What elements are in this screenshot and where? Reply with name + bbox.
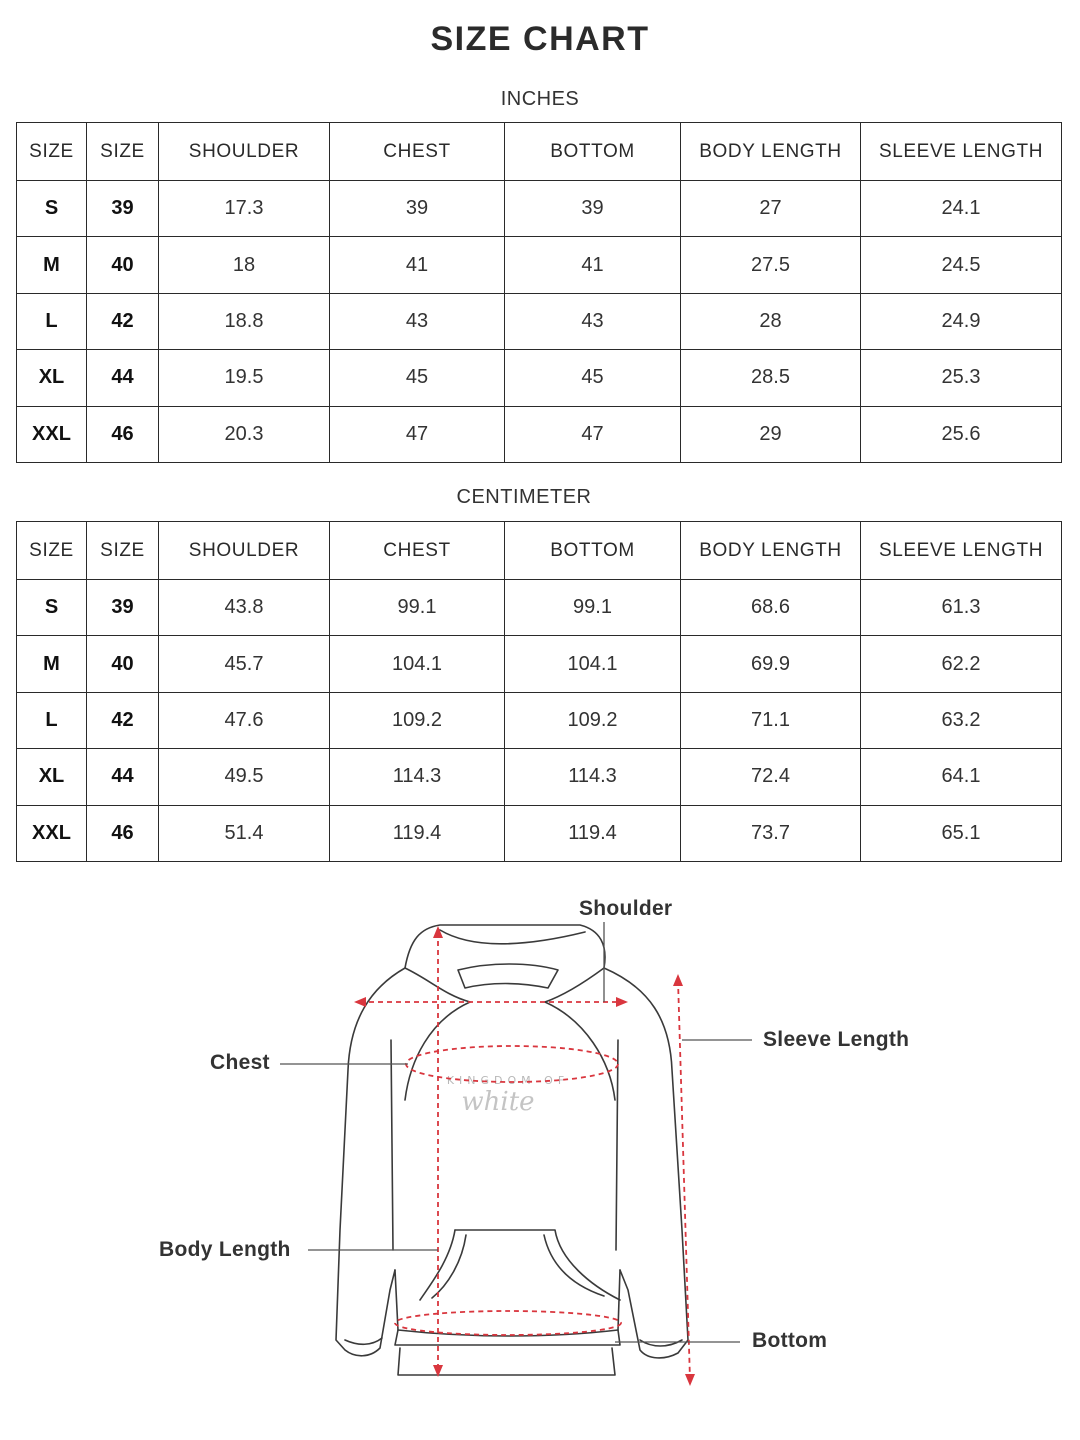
table-header-row [17,123,1062,181]
size-letter-cell: M [17,636,87,692]
column-header: BOTTOM [505,522,681,580]
table-row [17,749,1062,805]
measurement-cell: 24.9 [861,293,1062,349]
measurement-cell: 65.1 [861,805,1062,861]
column-header: SLEEVE LENGTH [861,522,1062,580]
size-letter-cell: S [17,181,87,237]
body-length-label: Body Length [159,1238,291,1261]
chest-label: Chest [210,1051,270,1074]
table-row [17,636,1062,692]
measurement-cell: 71.1 [681,692,861,748]
size-number-cell: 44 [87,749,159,805]
column-header: SIZE [17,522,87,580]
measurement-cell: 104.1 [505,636,681,692]
measurement-cell: 29 [681,406,861,462]
bottom-measure [395,1311,621,1335]
measurement-cell: 18.8 [159,293,330,349]
table-row [17,692,1062,748]
measurement-cell: 28.5 [681,350,861,406]
size-letter-cell: S [17,580,87,636]
measurement-cell: 24.5 [861,237,1062,293]
measurement-cell: 104.1 [330,636,505,692]
sleeve-length-label: Sleeve Length [763,1028,910,1051]
measurement-cell: 49.5 [159,749,330,805]
measurement-cell: 72.4 [681,749,861,805]
column-header: CHEST [330,123,505,181]
size-number-cell: 46 [87,406,159,462]
measurement-cell: 114.3 [505,749,681,805]
measurement-cell: 39 [330,181,505,237]
measurement-cell: 109.2 [330,692,505,748]
column-header: BODY LENGTH [681,522,861,580]
inches-heading: INCHES [500,88,580,110]
shoulder-label: Shoulder [579,897,673,920]
measurement-cell: 45.7 [159,636,330,692]
size-number-cell: 42 [87,692,159,748]
measurement-cell: 47 [330,406,505,462]
measurement-cell: 19.5 [159,350,330,406]
measurement-cell: 64.1 [861,749,1062,805]
size-number-cell: 39 [87,181,159,237]
size-number-cell: 46 [87,805,159,861]
measurement-cell: 61.3 [861,580,1062,636]
measurement-cell: 41 [330,237,505,293]
column-header: SIZE [87,522,159,580]
column-header: SHOULDER [159,522,330,580]
measurement-cell: 20.3 [159,406,330,462]
table-row [17,237,1062,293]
column-header: BOTTOM [505,123,681,181]
measurement-cell: 27.5 [681,237,861,293]
measurement-cell: 43 [505,293,681,349]
measurement-cell: 27 [681,181,861,237]
page-title: SIZE CHART [430,20,650,58]
measurement-cell: 47.6 [159,692,330,748]
hoodie-outline-icon [0,870,1080,1430]
centimeter-table [16,521,1062,862]
size-letter-cell: L [17,692,87,748]
measurement-cell: 45 [505,350,681,406]
size-number-cell: 44 [87,350,159,406]
measurement-cell: 43 [330,293,505,349]
table-row [17,580,1062,636]
measurement-cell: 39 [505,181,681,237]
measurement-cell: 25.6 [861,406,1062,462]
measurement-cell: 18 [159,237,330,293]
table-row [17,805,1062,861]
measurement-cell: 25.3 [861,350,1062,406]
size-number-cell: 39 [87,580,159,636]
column-header: CHEST [330,522,505,580]
measurement-cell: 73.7 [681,805,861,861]
measurement-cell: 109.2 [505,692,681,748]
column-header: BODY LENGTH [681,123,861,181]
hoodie-outline [336,925,688,1375]
measurement-guides [360,932,690,1380]
measurement-cell: 99.1 [505,580,681,636]
size-number-cell: 40 [87,636,159,692]
size-letter-cell: XXL [17,805,87,861]
measurement-cell: 47 [505,406,681,462]
measurement-cell: 119.4 [330,805,505,861]
brand-watermark: KINGDOM OF [446,1074,570,1087]
column-header: SIZE [87,123,159,181]
bottom-label: Bottom [752,1329,828,1352]
size-letter-cell: L [17,293,87,349]
inches-table [16,122,1062,463]
measurement-cell: 119.4 [505,805,681,861]
measurement-cell: 114.3 [330,749,505,805]
size-letter-cell: XXL [17,406,87,462]
size-letter-cell: XL [17,350,87,406]
brand-watermark-script: white [461,1087,535,1117]
table-row [17,406,1062,462]
measurement-cell: 41 [505,237,681,293]
table-row [17,350,1062,406]
measurement-cell: 62.2 [861,636,1062,692]
size-number-cell: 42 [87,293,159,349]
measurement-cell: 24.1 [861,181,1062,237]
measurement-cell: 45 [330,350,505,406]
size-letter-cell: M [17,237,87,293]
measurement-cell: 69.9 [681,636,861,692]
measurement-cell: 99.1 [330,580,505,636]
measurement-cell: 28 [681,293,861,349]
size-letter-cell: XL [17,749,87,805]
size-number-cell: 40 [87,237,159,293]
centimeter-heading: CENTIMETER [456,486,592,508]
measurement-cell: 68.6 [681,580,861,636]
table-row [17,181,1062,237]
table-row [17,293,1062,349]
table-header-row [17,522,1062,580]
measurement-cell: 43.8 [159,580,330,636]
column-header: SLEEVE LENGTH [861,123,1062,181]
column-header: SHOULDER [159,123,330,181]
measurement-cell: 51.4 [159,805,330,861]
column-header: SIZE [17,123,87,181]
measurement-cell: 17.3 [159,181,330,237]
measurement-cell: 63.2 [861,692,1062,748]
